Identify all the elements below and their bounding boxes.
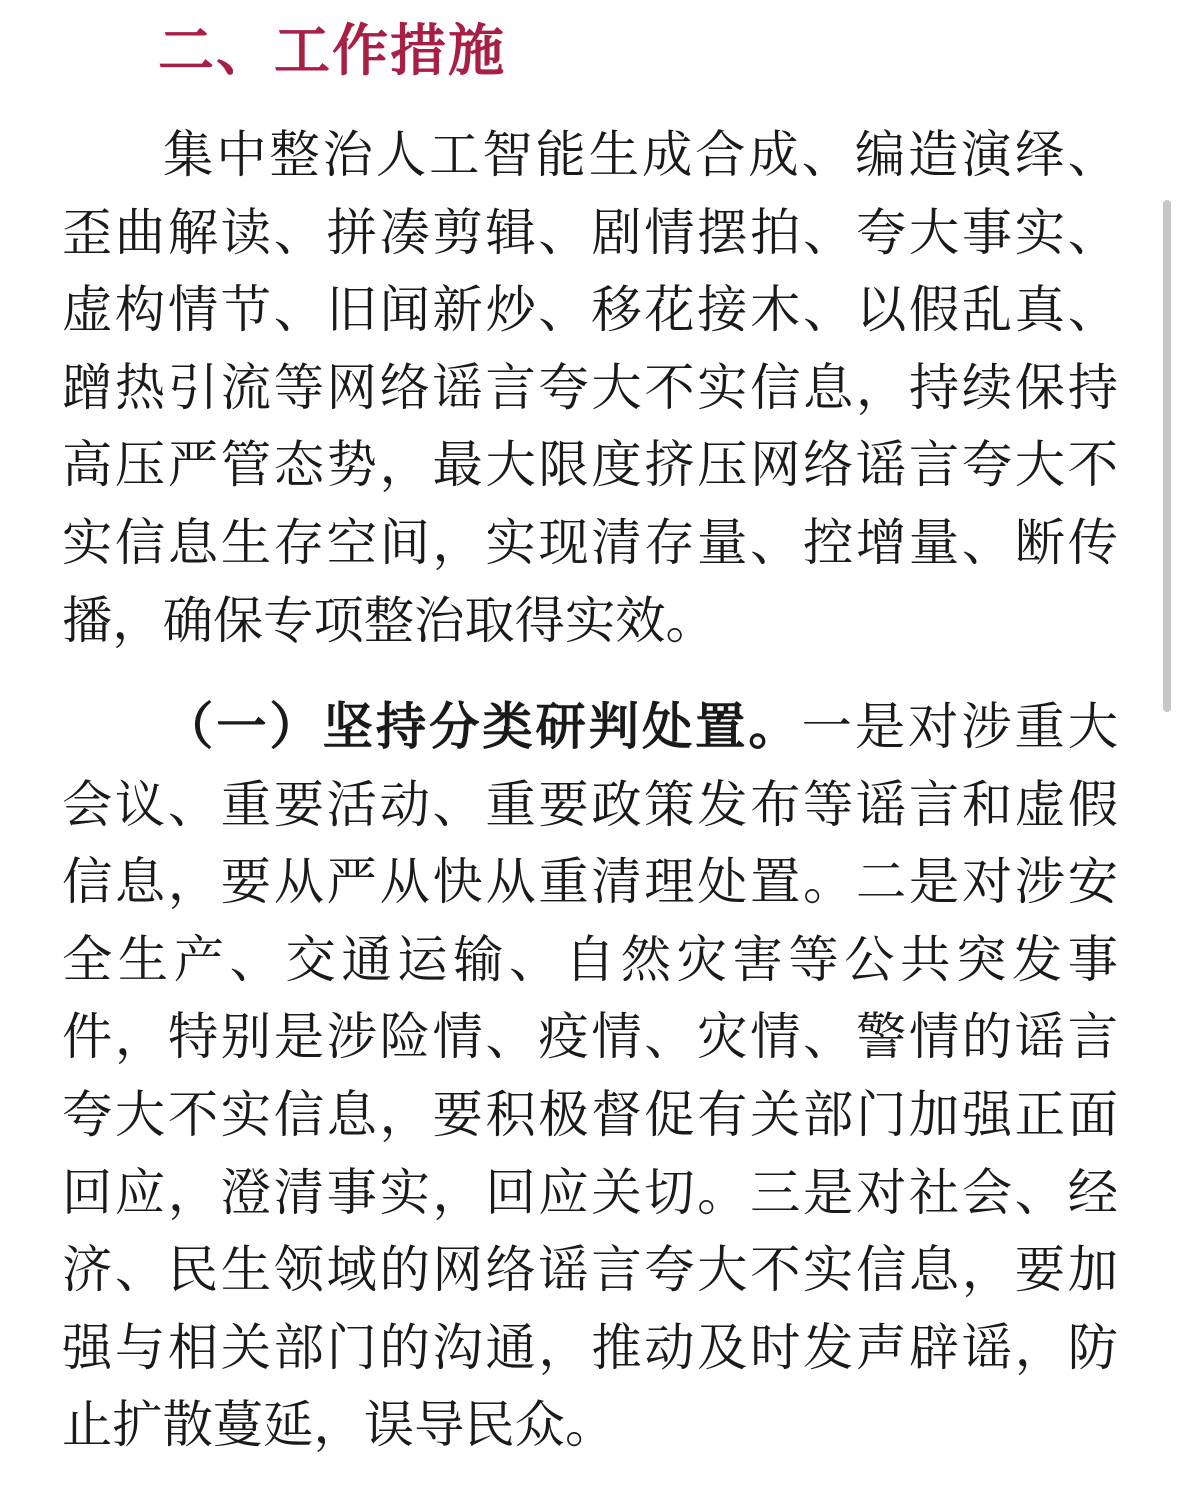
section-heading: 二、工作措施 xyxy=(158,19,506,84)
scrollbar-thumb[interactable] xyxy=(1163,200,1171,712)
paragraph-lead-heading: （一）坚持分类研判处置。 xyxy=(163,697,802,756)
paragraph-measures-intro: 集中整治人工智能生成合成、编造演绎、歪曲解读、拼凑剪辑、剧情摆拍、夸大事实、虚构情节、旧闻新炒、移花接木、以假乱真、蹭热引流等网络谣言夸大不实信息，持续保持高压严管态势，最大限度挤压网络谣言夸大不实信息生存空间，实现清存量、控增量、断传播，确保专项整治取得实效。 xyxy=(62,125,1118,650)
vertical-scrollbar[interactable] xyxy=(1163,200,1173,720)
paragraph-classified-handling xyxy=(62,688,1118,1464)
paragraph-body: 一是对涉重大会议、重要活动、重要政策发布等谣言和虚假信息，要从严从快从重清理处置。二是对涉安全生产、交通运输、自然灾害等公共突发事件，特别是涉险情、疫情、灾情、警情的谣言夸大不实信息，要积极督促有关部门加强正面回应，澄清事实，回应关切。三是对社会、经济、民生领域的网络谣言夸大不实信息，要加强与相关部门的沟通，推动及时发声辟谣，防止扩散蔓延，误导民众。 xyxy=(62,697,1119,1455)
